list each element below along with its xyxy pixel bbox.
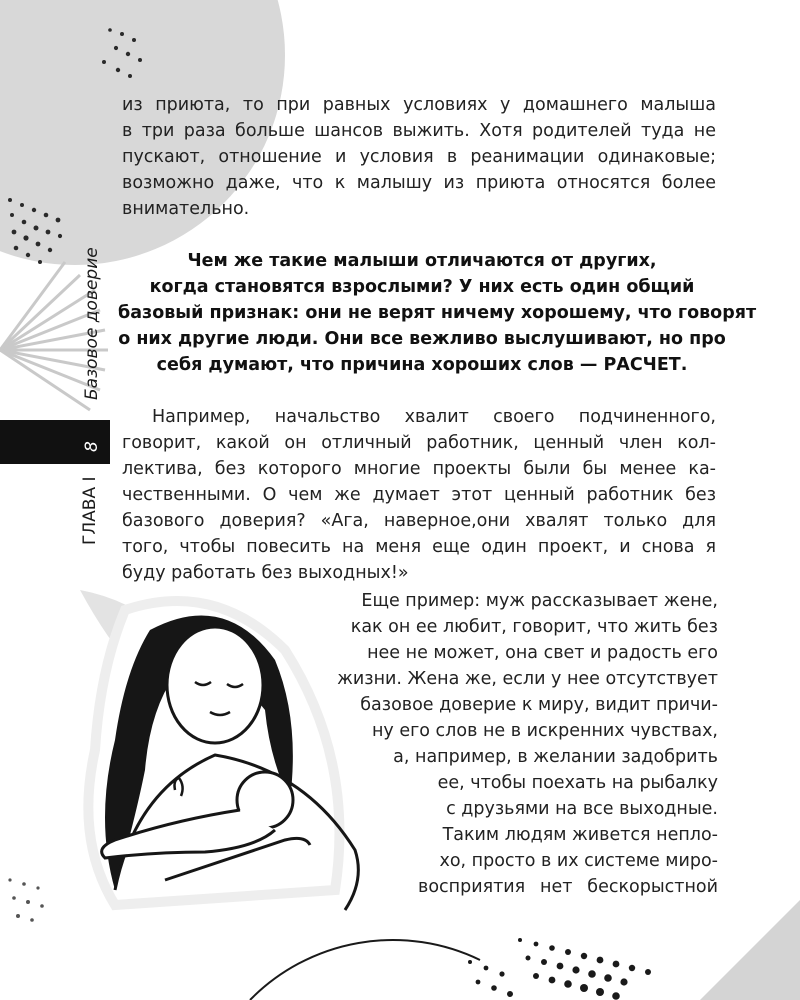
- text-line: Например, начальство хвалит своего подчиненного,: [152, 407, 716, 427]
- text-line: базовый признак: они не верят ничему хорошему, что говорят: [118, 303, 757, 323]
- text-line: лектива, без которого многие проекты были бы менее ка-: [122, 459, 716, 479]
- text-line: говорит, какой он отличный работник, ценный член кол-: [122, 433, 716, 453]
- text-line: когда становятся взрослыми? У них есть один общий: [149, 277, 695, 297]
- paragraph-2: [122, 404, 716, 586]
- text-line: того, чтобы повесить на меня еще один проект, и снова я: [122, 537, 716, 557]
- page-number: 8: [82, 441, 102, 452]
- section-title: Базовое доверие: [82, 247, 102, 400]
- text-line: хо, просто в их системе миро-: [439, 851, 718, 871]
- text-line: пускают, отношение и условия в реанимации одинаковые;: [122, 147, 716, 167]
- halftone-dots-bottom: [468, 938, 651, 1000]
- text-line: внимательно.: [122, 199, 250, 219]
- text-line: базовое доверие к миру, видит причи-: [360, 695, 718, 715]
- text-line: ее, чтобы поехать на рыбалку: [437, 773, 718, 793]
- text-line: Таким людям живется непло-: [442, 825, 718, 845]
- text-line: нее не может, она свет и радость его: [367, 643, 718, 663]
- text-line: Еще пример: муж рассказывает жене,: [361, 591, 718, 611]
- text-line: возможно даже, что к малышу из приюта относятся более: [122, 173, 716, 193]
- highlight-paragraph: [118, 248, 757, 378]
- halftone-dots-bottom-left: [8, 878, 43, 921]
- text-line: буду работать без выходных!»: [122, 563, 409, 583]
- text-line: как он ее любит, говорит, что жить без: [350, 617, 718, 637]
- paragraph-3: [308, 588, 718, 822]
- text-line: восприятия нет бескорыстной: [418, 877, 718, 897]
- gray-wedge-bottom-right: [700, 900, 800, 1000]
- text-line: с друзьями на все выходные.: [446, 799, 718, 819]
- face-shape: [167, 627, 263, 743]
- text-line: из приюта, то при равных условиях у домашнего малыша: [122, 95, 716, 115]
- text-line: себя думают, что причина хороших слов — РАСЧЕТ.: [156, 355, 688, 375]
- chapter-label: ГЛАВА I: [80, 476, 100, 545]
- paragraph-1: [122, 92, 716, 222]
- text-line: о них другие люди. Они все вежливо выслушивают, но про: [118, 329, 726, 349]
- text-line: а, например, в желании задобрить: [393, 747, 718, 767]
- text-line: в три раза больше шансов выжить. Хотя родителей туда не: [122, 121, 716, 141]
- text-line: жизни. Жена же, если у нее отсутствует: [337, 669, 718, 689]
- text-line: Чем же такие малыши отличаются от других,: [187, 251, 657, 271]
- paragraph-4: [418, 822, 718, 900]
- text-line: базового доверия? «Ага, наверное,они хвалят только для: [122, 511, 716, 531]
- text-line: ну его слов не в искренних чувствах,: [371, 721, 718, 741]
- text-line: чественными. О чем же думает этот ценный работник без: [122, 485, 716, 505]
- arc-bottom-left: [250, 940, 480, 1000]
